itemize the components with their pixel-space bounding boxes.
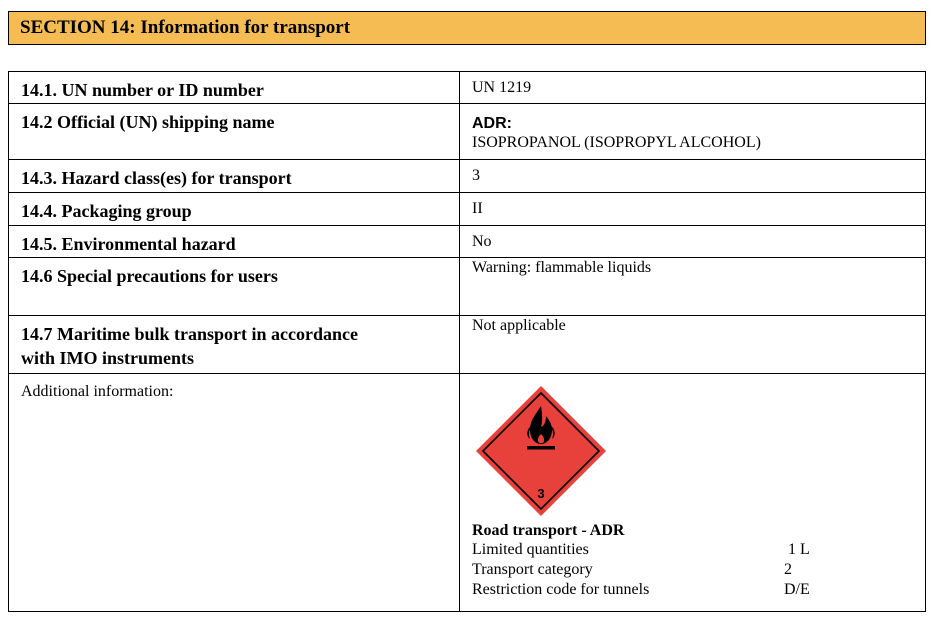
row-maritime-bulk [9,316,926,374]
detail-value: 1 L [788,541,810,558]
maritime-bulk-value: Not applicable [460,316,926,374]
detail-key: Limited quantities [472,541,589,558]
detail-row [472,560,913,580]
shipping-name-label: 14.2 Official (UN) shipping name [9,104,460,160]
road-transport-title: Road transport - ADR [472,522,625,539]
special-precautions-label: 14.6 Special precautions for users [9,258,460,316]
detail-row [472,540,913,560]
maritime-bulk-label [9,316,460,374]
detail-row [472,580,913,600]
additional-info-label: Additional information: [9,374,460,612]
special-precautions-value: Warning: flammable liquids [460,258,926,316]
section-title: SECTION 14: Information for transport [20,17,351,38]
detail-key: Transport category [472,561,593,578]
maritime-label-line1: 14.7 Maritime bulk transport in accordance [21,324,358,344]
environmental-hazard-label: 14.5. Environmental hazard [9,226,460,258]
packaging-group-label: 14.4. Packaging group [9,193,460,226]
shipping-name-cell [460,104,926,160]
row-un-number [9,72,926,104]
environmental-hazard-value: No [460,226,926,258]
row-environmental-hazard [9,226,926,258]
transport-info-table [8,71,926,612]
hazard-class-value: 3 [460,160,926,193]
row-shipping-name [9,104,926,160]
adr-label: ADR: [472,115,512,132]
row-packaging-group [9,193,926,226]
detail-value: D/E [784,581,810,598]
row-hazard-class [9,160,926,193]
shipping-name-value: ISOPROPANOL (ISOPROPYL ALCOHOL) [472,134,761,151]
row-special-precautions [9,258,926,316]
packaging-group-value: II [460,193,926,226]
detail-value: 2 [784,561,792,578]
row-additional-info [9,374,926,612]
section-header [8,11,926,45]
un-number-label: 14.1. UN number or ID number [9,72,460,104]
hazard-class-number: 3 [537,486,545,501]
detail-key: Restriction code for tunnels [472,581,650,598]
hazard-class-label: 14.3. Hazard class(es) for transport [9,160,460,193]
un-number-value: UN 1219 [460,72,926,104]
additional-info-cell [460,374,926,612]
flammable-liquid-diamond-icon [474,384,608,518]
maritime-label-line2: with IMO instruments [21,348,195,368]
